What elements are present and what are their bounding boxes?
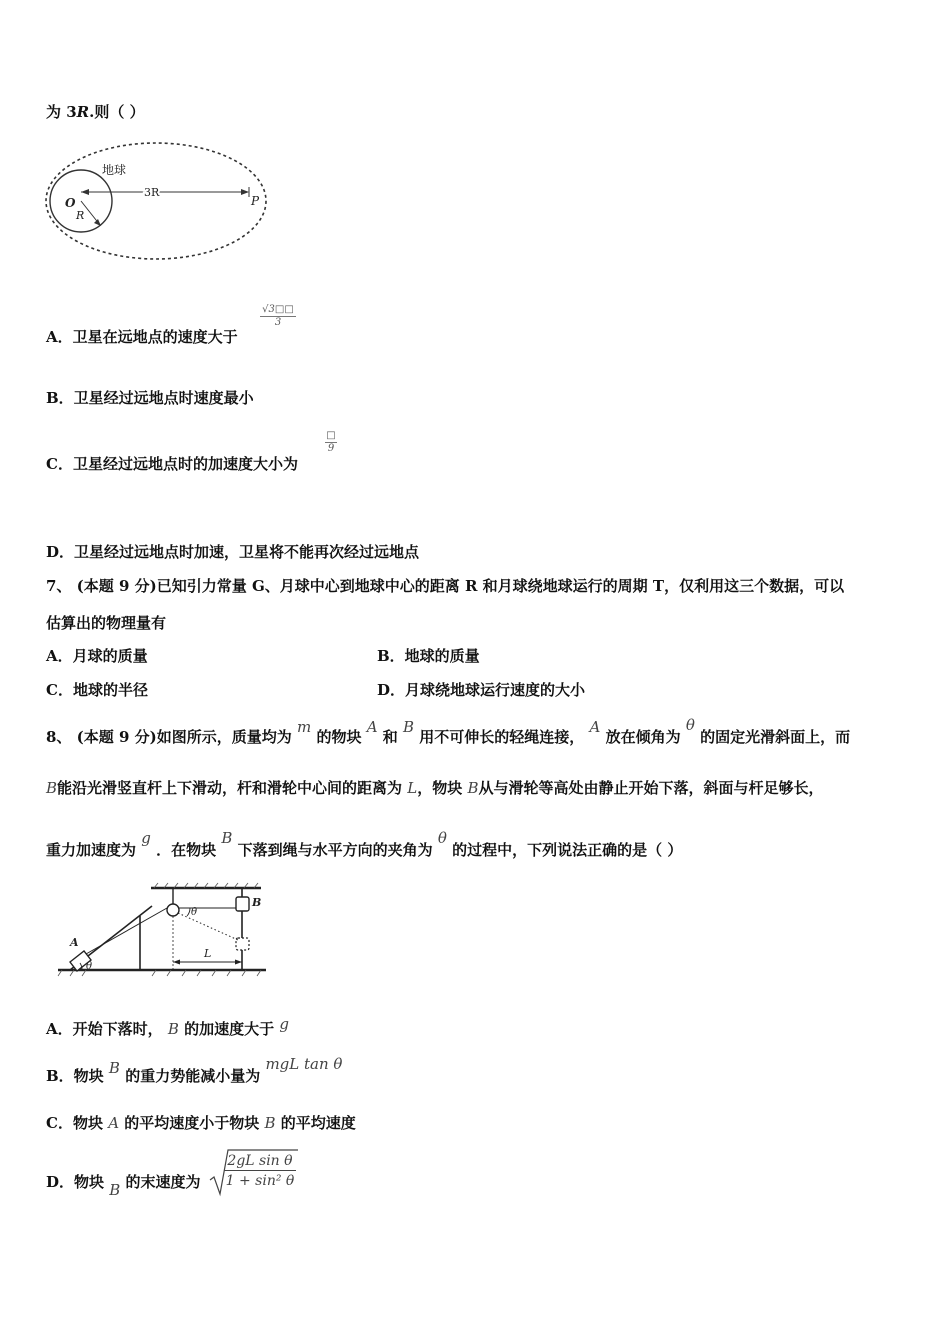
q8-B4: B	[221, 829, 233, 847]
q7-line1-text: 7、 (本题 9 分)已知引力常量 G、月球中心到地球中心的距离 R 和月球绕地球运行的周期 T，仅利用这三个数据，可以	[46, 577, 845, 595]
q8-line3	[46, 829, 683, 860]
r-label: R	[76, 209, 85, 222]
incline-figure	[56, 880, 268, 982]
q8-c-post: 的平均速度	[280, 1114, 356, 1132]
q6-option-a-fraction	[260, 304, 296, 329]
q8-option-b	[46, 1055, 343, 1086]
orbit-figure	[44, 137, 272, 267]
q8-option-d	[46, 1172, 201, 1199]
q8-B3: B	[467, 779, 479, 797]
q8-l1-f: 的固定光滑斜面上，而	[700, 728, 851, 746]
q8-d-fraction	[224, 1152, 296, 1191]
q8-l2-b: ，物块	[417, 779, 463, 797]
fig2-label-theta-top: θ	[191, 907, 198, 918]
rope-dotted	[178, 913, 238, 940]
q8-B1: B	[403, 718, 415, 736]
q8-d-B: B	[109, 1181, 121, 1199]
q8-b-B: B	[108, 1059, 120, 1077]
q8-l1-c: 和	[382, 728, 398, 746]
q8-option-c	[46, 1113, 356, 1133]
q8-d-pre: D．物块	[46, 1173, 105, 1191]
q8-a-g: g	[279, 1015, 289, 1033]
q8-l1-b: 的物块	[316, 728, 362, 746]
l-arrow-left	[173, 960, 180, 965]
q7-option-d-text: D．月球绕地球运行速度的大小	[377, 681, 586, 699]
q8-b-pre: B．物块	[46, 1067, 104, 1085]
q8-l3-a: 重力加速度为	[46, 841, 137, 859]
q8-A1: A	[366, 718, 378, 736]
q8-l3-c: 下落到绳与水平方向的夹角为	[237, 841, 433, 859]
q6-option-c-text: C．卫星经过远地点时的加速度大小为	[46, 455, 298, 473]
radius-arrow	[94, 219, 101, 226]
q7-option-b-text: B．地球的质量	[377, 647, 480, 665]
block-b-top	[236, 897, 249, 911]
q8-b-post: 的重力势能减小量为	[125, 1067, 261, 1085]
dist-arrow-right	[241, 189, 249, 195]
q7-option-a-text: A．月球的质量	[46, 647, 148, 665]
q8-l2-a: 能沿光滑竖直杆上下滑动，杆和滑轮中心间的距离为	[57, 779, 403, 797]
dist-label: 3R	[144, 186, 160, 199]
q8-l1-a: 8、 (本题 9 分)如图所示，质量均为	[46, 728, 292, 746]
q8-l3-b: ．在物块	[156, 841, 217, 859]
q8-line2	[46, 778, 824, 798]
q7-line2	[46, 613, 166, 633]
q8-a-post: 的加速度大于	[184, 1020, 275, 1038]
dist-arrow-left	[81, 189, 89, 195]
q8-a-B: B	[167, 1020, 179, 1038]
q8-c-B: B	[264, 1114, 276, 1132]
q8-c-A: A	[108, 1114, 120, 1132]
q6-option-d-text: D．卫星经过远地点时加速，卫星将不能再次经过远地点	[46, 543, 420, 561]
q8-l3-d: 的过程中，下列说法正确的是（ ）	[452, 841, 683, 859]
q8-d-post: 的末速度为	[125, 1173, 201, 1191]
fig2-label-b: B	[252, 896, 262, 909]
q8-d-den: 1 + sin² θ	[225, 1173, 295, 1189]
q6-option-c	[46, 454, 298, 474]
q8-A2: A	[589, 718, 601, 736]
q7-line1	[46, 576, 844, 596]
q7-option-c-text: C．地球的半径	[46, 681, 148, 699]
q6-a-frac-num: √3□□	[260, 304, 296, 317]
angle-arc-top	[187, 908, 190, 916]
intro-line	[46, 102, 145, 122]
q6-c-frac-den: 9	[327, 443, 335, 454]
q8-B2: B	[46, 779, 58, 797]
intro-suffix: .则（ ）	[89, 103, 145, 121]
q7-option-b	[377, 646, 480, 666]
q8-option-a	[46, 1015, 289, 1039]
intro-r: R	[76, 103, 90, 121]
q8-line1	[46, 716, 851, 747]
block-b-bottom	[236, 938, 249, 950]
o-label: O	[65, 196, 76, 210]
q8-l2-c: 从与滑轮等高处由静止开始下落，斜面与杆足够长，	[478, 779, 824, 797]
q6-option-b-text: B．卫星经过远地点时速度最小	[46, 389, 254, 407]
q6-c-frac-num: □	[326, 430, 336, 441]
q6-option-c-fraction	[325, 430, 337, 455]
q6-a-frac-den: 3	[274, 317, 282, 328]
intro-prefix: 为 3	[46, 103, 77, 121]
q7-option-a	[46, 646, 148, 666]
q6-option-d	[46, 542, 419, 562]
q8-theta1: θ	[685, 716, 695, 734]
q6-option-a-text: A．卫星在远地点的速度大于	[46, 328, 238, 346]
q8-d-num: 2gL sin θ	[224, 1152, 296, 1171]
q8-c-mid: 的平均速度小于物块	[124, 1114, 260, 1132]
p-label: P	[251, 194, 260, 208]
q7-option-d	[377, 680, 585, 700]
q8-m: m	[296, 718, 312, 736]
pulley-icon	[167, 904, 179, 916]
q8-c-pre: C．物块	[46, 1114, 103, 1132]
q7-line2-text: 估算出的物理量有	[46, 614, 167, 632]
rope-a	[86, 908, 167, 954]
q8-l1-e: 放在倾角为	[605, 728, 681, 746]
q8-g: g	[141, 829, 151, 847]
fig2-label-l: L	[204, 947, 212, 960]
earth-label: 地球	[102, 163, 127, 177]
fig2-label-a: A	[70, 936, 79, 949]
l-arrow-right	[235, 960, 242, 965]
q6-option-a	[46, 327, 238, 347]
q8-L: L	[407, 779, 418, 797]
q8-theta2: θ	[437, 829, 447, 847]
q6-option-b	[46, 388, 254, 408]
q8-b-expr: mgL tan θ	[265, 1055, 343, 1073]
fig2-label-theta-bottom: θ	[86, 961, 93, 972]
q8-l1-d: 用不可伸长的轻绳连接，	[419, 728, 585, 746]
q7-option-c	[46, 680, 148, 700]
orbit-ellipse	[46, 143, 266, 259]
q8-a-pre: A．开始下落时，	[46, 1020, 163, 1038]
